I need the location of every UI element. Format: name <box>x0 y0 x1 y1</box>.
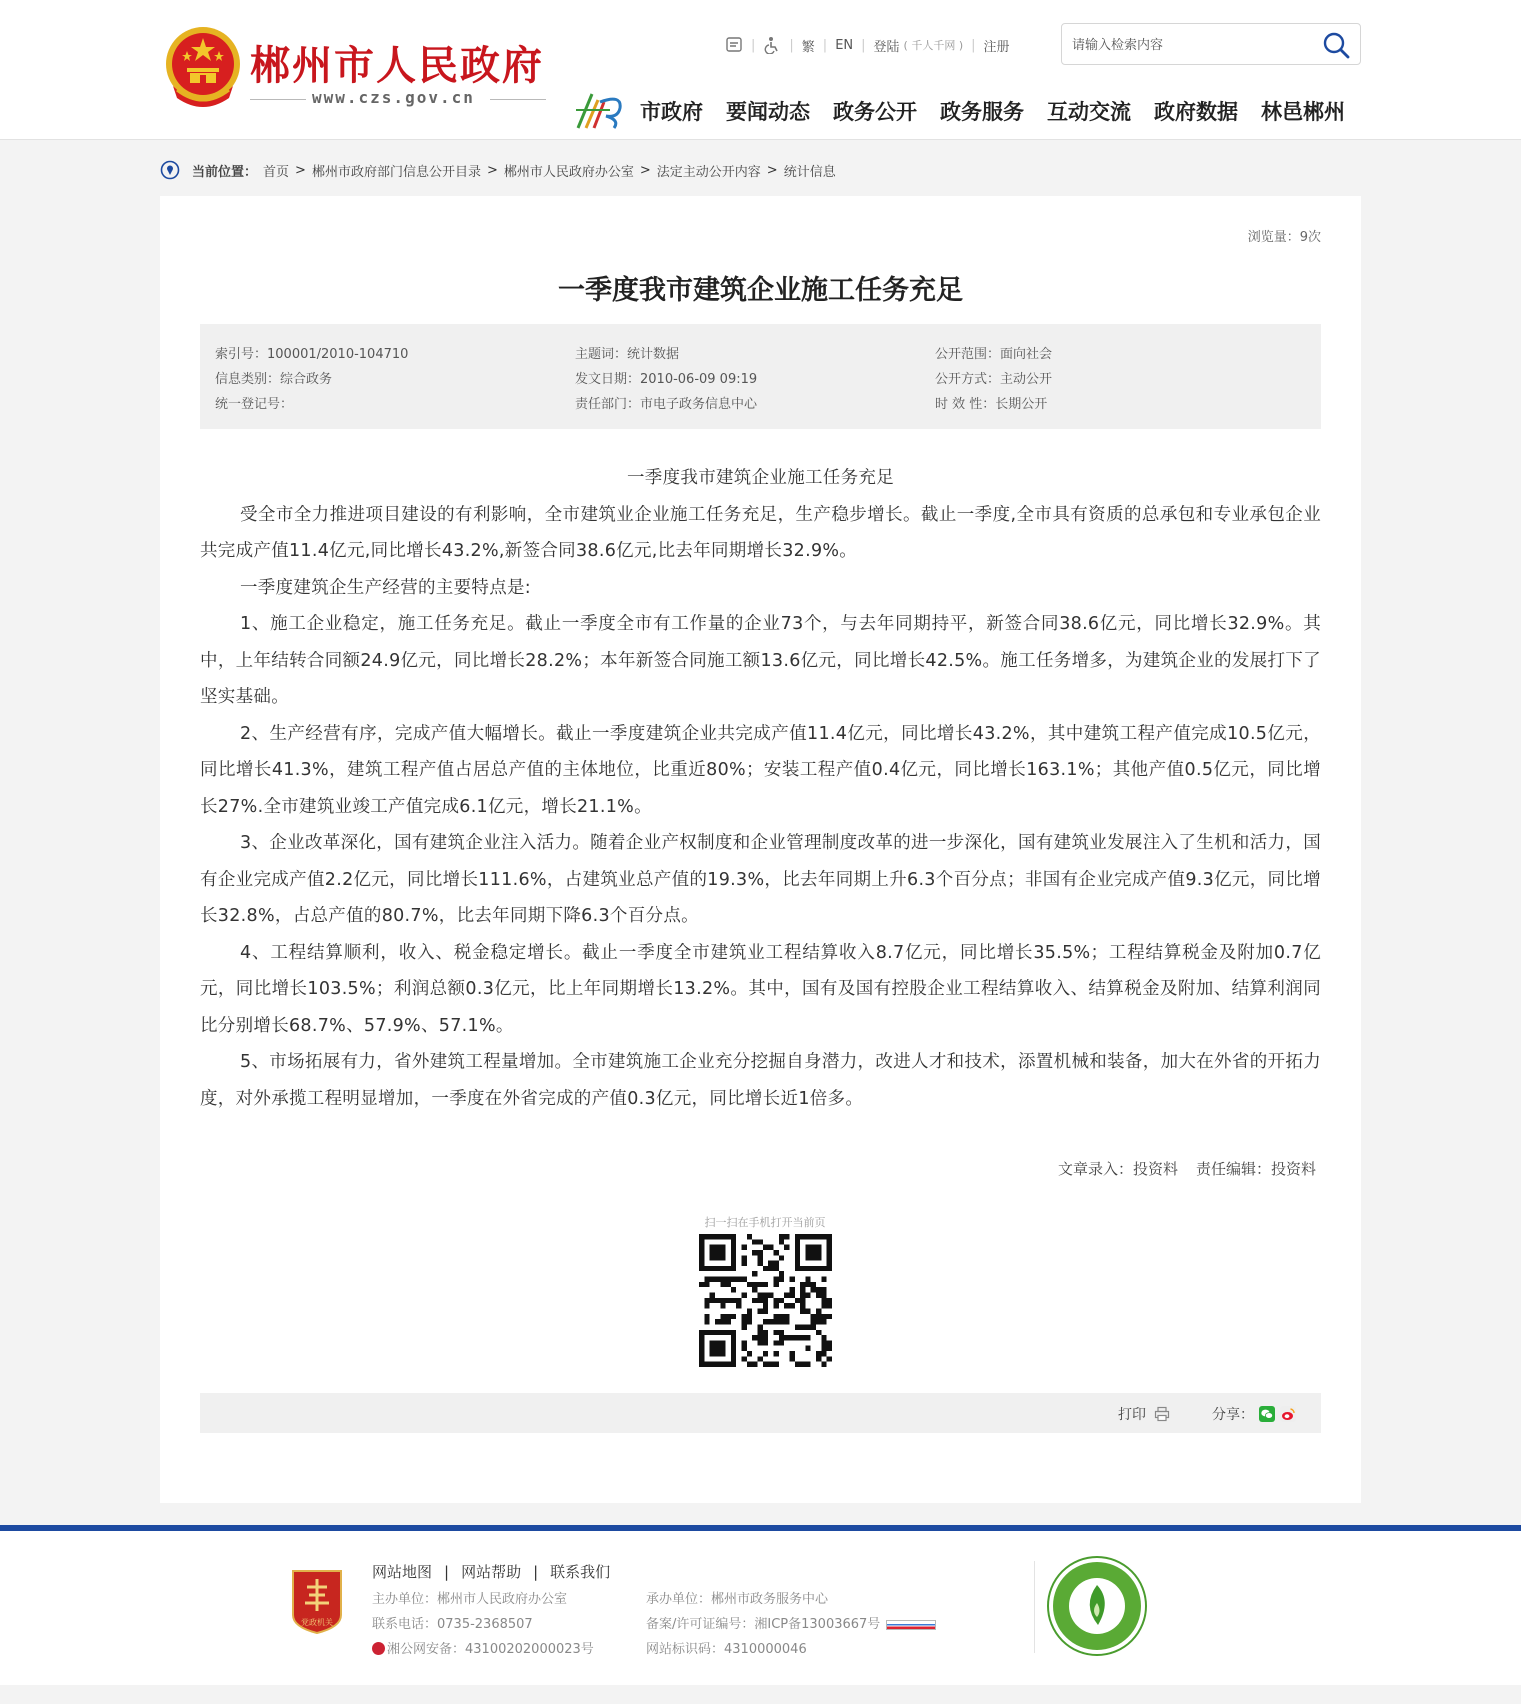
badge-text: 党政机关 <box>301 1618 333 1627</box>
police-badge-icon <box>372 1642 385 1655</box>
footer-info-left <box>372 1587 594 1662</box>
divider <box>1034 1561 1035 1653</box>
sitemap-link[interactable]: 网站地图 <box>372 1563 433 1581</box>
meta-column <box>935 342 1275 417</box>
divider <box>250 99 306 100</box>
city-calligraphy-logo-icon <box>574 88 628 132</box>
article-paragraph: 5、市场拓展有力，省外建筑工程量增加。全市建筑施工企业充分挖掘自身潜力，改进人才和技术，添置机械和装备，加大在外省的开拓力度，对外承揽工程明显增加，一季度在外省完成的产值0.3亿元，同比增长近1倍多。 <box>200 1052 1321 1109</box>
qr-caption: 扫一扫在手机打开当前页 <box>704 1216 826 1229</box>
meta-column <box>215 342 555 417</box>
chevron-right-icon: > <box>295 162 306 178</box>
accessibility-icon[interactable] <box>763 36 781 54</box>
meta-scope: 公开范围：面向社会 <box>935 347 1053 362</box>
civilized-city-logo-icon[interactable] <box>1046 1555 1148 1657</box>
qr-block <box>695 1214 835 1367</box>
meta-date: 发文日期：2010-06-09 09:19 <box>575 372 758 387</box>
login-note: ( 千人千网 ) <box>903 39 964 52</box>
location-pin-icon <box>160 160 180 180</box>
separator: | <box>444 1562 450 1581</box>
nav-item-gov-services[interactable]: 政务服务 <box>940 100 1024 124</box>
article-subtitle: 一季度我市建筑企业施工任务充足 <box>627 468 894 488</box>
contact-phone: 联系电话：0735-2368507 <box>372 1617 533 1632</box>
utility-bar <box>725 34 1010 56</box>
qr-modules <box>699 1234 832 1367</box>
site-title[interactable]: 郴州市人民政府 <box>250 43 544 89</box>
search-input[interactable] <box>1072 34 1312 56</box>
operator-unit: 承办单位：郴州市政务服务中心 <box>646 1592 829 1607</box>
search-icon[interactable] <box>1322 31 1350 59</box>
article-paragraph: 3、企业改革深化，国有建筑企业注入活力。随着企业产权制度和企业管理制度改革的进一步深化，国有建筑业发展注入了生机和活力，国有企业完成产值2.2亿元，同比增长111.6%，占建筑业总产值的19.3%，比去年同期上升6.3个百分点；非国有企业完成产值9.3亿元，同比增长32.8%，占总产值的80.7%，比去年同期下降6.3个百分点。 <box>200 833 1321 926</box>
traditional-chinese-link[interactable]: 繁 <box>801 39 815 55</box>
national-emblem-icon[interactable] <box>163 24 243 110</box>
share-label: 分享： <box>1212 1407 1254 1423</box>
breadcrumb-home[interactable]: 首页 <box>263 164 290 180</box>
separator: | <box>789 37 794 53</box>
nav-item-city-government[interactable]: 市政府 <box>640 100 703 124</box>
nav-item-gov-affairs[interactable]: 政务公开 <box>833 100 917 124</box>
separator: | <box>533 1562 539 1581</box>
nav-item-interaction[interactable]: 互动交流 <box>1047 100 1131 124</box>
search-box <box>1061 23 1361 65</box>
article-paragraph: 1、施工企业稳定，施工任务充足。截止一季度全市有工作量的企业73个，与去年同期持平，新签合同38.6亿元，同比增长32.9%。其中，上年结转合同额24.9亿元，同比增长28.2%；本年新签合同施工额13.6亿元，同比增长42.5%。施工任务增多，为建筑企业的发展打下了坚实基础。 <box>200 614 1321 707</box>
article-paragraph: 一季度建筑企生产经营的主要特点是: <box>240 577 531 598</box>
site-url-row <box>250 88 546 110</box>
divider <box>490 99 546 100</box>
breadcrumb-directory[interactable]: 郴州市政府部门信息公开目录 <box>311 164 481 180</box>
footer-links <box>372 1561 610 1582</box>
separator: | <box>751 37 756 53</box>
party-gov-badge-icon[interactable] <box>289 1569 345 1635</box>
meta-reg-no: 统一登记号： <box>215 397 294 412</box>
police-record-text: 湘公网安备：43100202000023号 <box>387 1642 594 1657</box>
breadcrumb <box>160 158 836 182</box>
breadcrumb-office[interactable]: 郴州市人民政府办公室 <box>503 164 634 180</box>
nav-item-gov-data[interactable]: 政府数据 <box>1154 100 1238 124</box>
print-label: 打印 <box>1118 1407 1146 1423</box>
meta-keyword: 主题词：统计数据 <box>575 347 680 362</box>
footer-info-right <box>646 1587 936 1662</box>
nav-item-news[interactable]: 要闻动态 <box>726 100 810 124</box>
weibo-icon[interactable] <box>1280 1406 1296 1422</box>
nav-item-linyi-chenzhou[interactable]: 林邑郴州 <box>1261 100 1345 124</box>
article-meta <box>200 324 1321 429</box>
printer-icon <box>1154 1406 1170 1422</box>
icp-record[interactable] <box>646 1612 936 1637</box>
chevron-right-icon: > <box>766 162 778 178</box>
article-toolbar <box>200 1393 1321 1433</box>
qr-code-icon <box>699 1234 832 1367</box>
article-title: 一季度我市建筑企业施工任务充足 <box>558 275 963 306</box>
elderly-mode-icon[interactable] <box>725 36 743 54</box>
login-link[interactable]: 登陆 <box>873 39 900 55</box>
article-card <box>160 196 1361 1503</box>
host-unit: 主办单位：郴州市人民政府办公室 <box>372 1592 568 1607</box>
article-paragraph: 2、生产经营有序，完成产值大幅增长。截止一季度建筑企业共完成产值11.4亿元，同比增长43.2%，其中建筑工程产值完成10.5亿元，同比增长41.3%，建筑工程产值占居总产值的主体地位，比重近80%；安装工程产值0.4亿元，同比增长163.1%；其他产值0.5亿元，同比增长27%.全市建筑业竣工产值完成6.1亿元，增长21.1%。 <box>200 723 1321 817</box>
icp-record-text: 备案/许可证编号：湘ICP备13003667号 <box>646 1617 881 1632</box>
separator: | <box>861 37 866 53</box>
police-record[interactable] <box>372 1637 594 1662</box>
meta-dept: 责任部门：市电子政务信息中心 <box>575 397 758 412</box>
contact-link[interactable]: 联系我们 <box>550 1563 611 1581</box>
chevron-right-icon: > <box>486 162 498 178</box>
responsible-editor: 责任编辑：投资料 <box>1195 1160 1316 1178</box>
article-paragraph: 受全市全力推进项目建设的有利影响，全市建筑业企业施工任务充足，生产稳步增长。截止一季度,全市具有资质的总承包和专业承包企业共完成产值11.4亿元,同比增长43.2%,新签合同38.6亿元,比去年同期增长32.9%。 <box>200 504 1321 561</box>
register-link[interactable]: 注册 <box>983 39 1010 55</box>
english-link[interactable]: EN <box>835 37 854 53</box>
breadcrumb-disclosure[interactable]: 法定主动公开内容 <box>656 164 761 180</box>
site-footer <box>0 1525 1521 1685</box>
meta-validity: 时 效 性：长期公开 <box>935 397 1048 412</box>
meta-method: 公开方式：主动公开 <box>935 372 1053 387</box>
chevron-right-icon: > <box>639 162 651 178</box>
print-button[interactable] <box>1118 1404 1170 1424</box>
breadcrumb-statistics[interactable]: 统计信息 <box>783 164 836 180</box>
meta-index-no: 索引号：100001/2010-104710 <box>215 347 409 362</box>
meta-column <box>575 342 915 417</box>
help-link[interactable]: 网站帮助 <box>461 1563 522 1581</box>
site-id: 网站标识码：4310000046 <box>646 1642 807 1657</box>
separator: | <box>971 37 976 53</box>
wechat-icon[interactable] <box>1259 1406 1275 1422</box>
ch-badge-icon[interactable] <box>886 1620 936 1630</box>
article-paragraph: 4、工程结算顺利，收入、税金稳定增长。截止一季度全市建筑业工程结算收入8.7亿元，同比增长35.5%；工程结算税金及附加0.7亿元，同比增长103.5%；利润总额0.3亿元，比上年同期增长13.2%。其中，国有及国有控股企业工程结算收入、结算税金及附加、结算利润同比分别增长68.7%、57.9%、57.1%。 <box>200 942 1321 1036</box>
main-nav <box>640 96 1345 126</box>
meta-category: 信息类别：综合政务 <box>215 372 333 387</box>
article-body <box>200 460 1321 1117</box>
editor-info <box>1040 1158 1316 1179</box>
breadcrumb-label: 当前位置： <box>192 164 258 180</box>
site-header <box>0 0 1521 140</box>
site-url: www.czs.gov.cn <box>312 88 475 107</box>
separator: | <box>822 37 828 53</box>
share-bar <box>1212 1404 1296 1424</box>
view-count: 浏览量：9次 <box>1247 230 1321 245</box>
entry-editor: 文章录入：投资料 <box>1057 1160 1178 1178</box>
